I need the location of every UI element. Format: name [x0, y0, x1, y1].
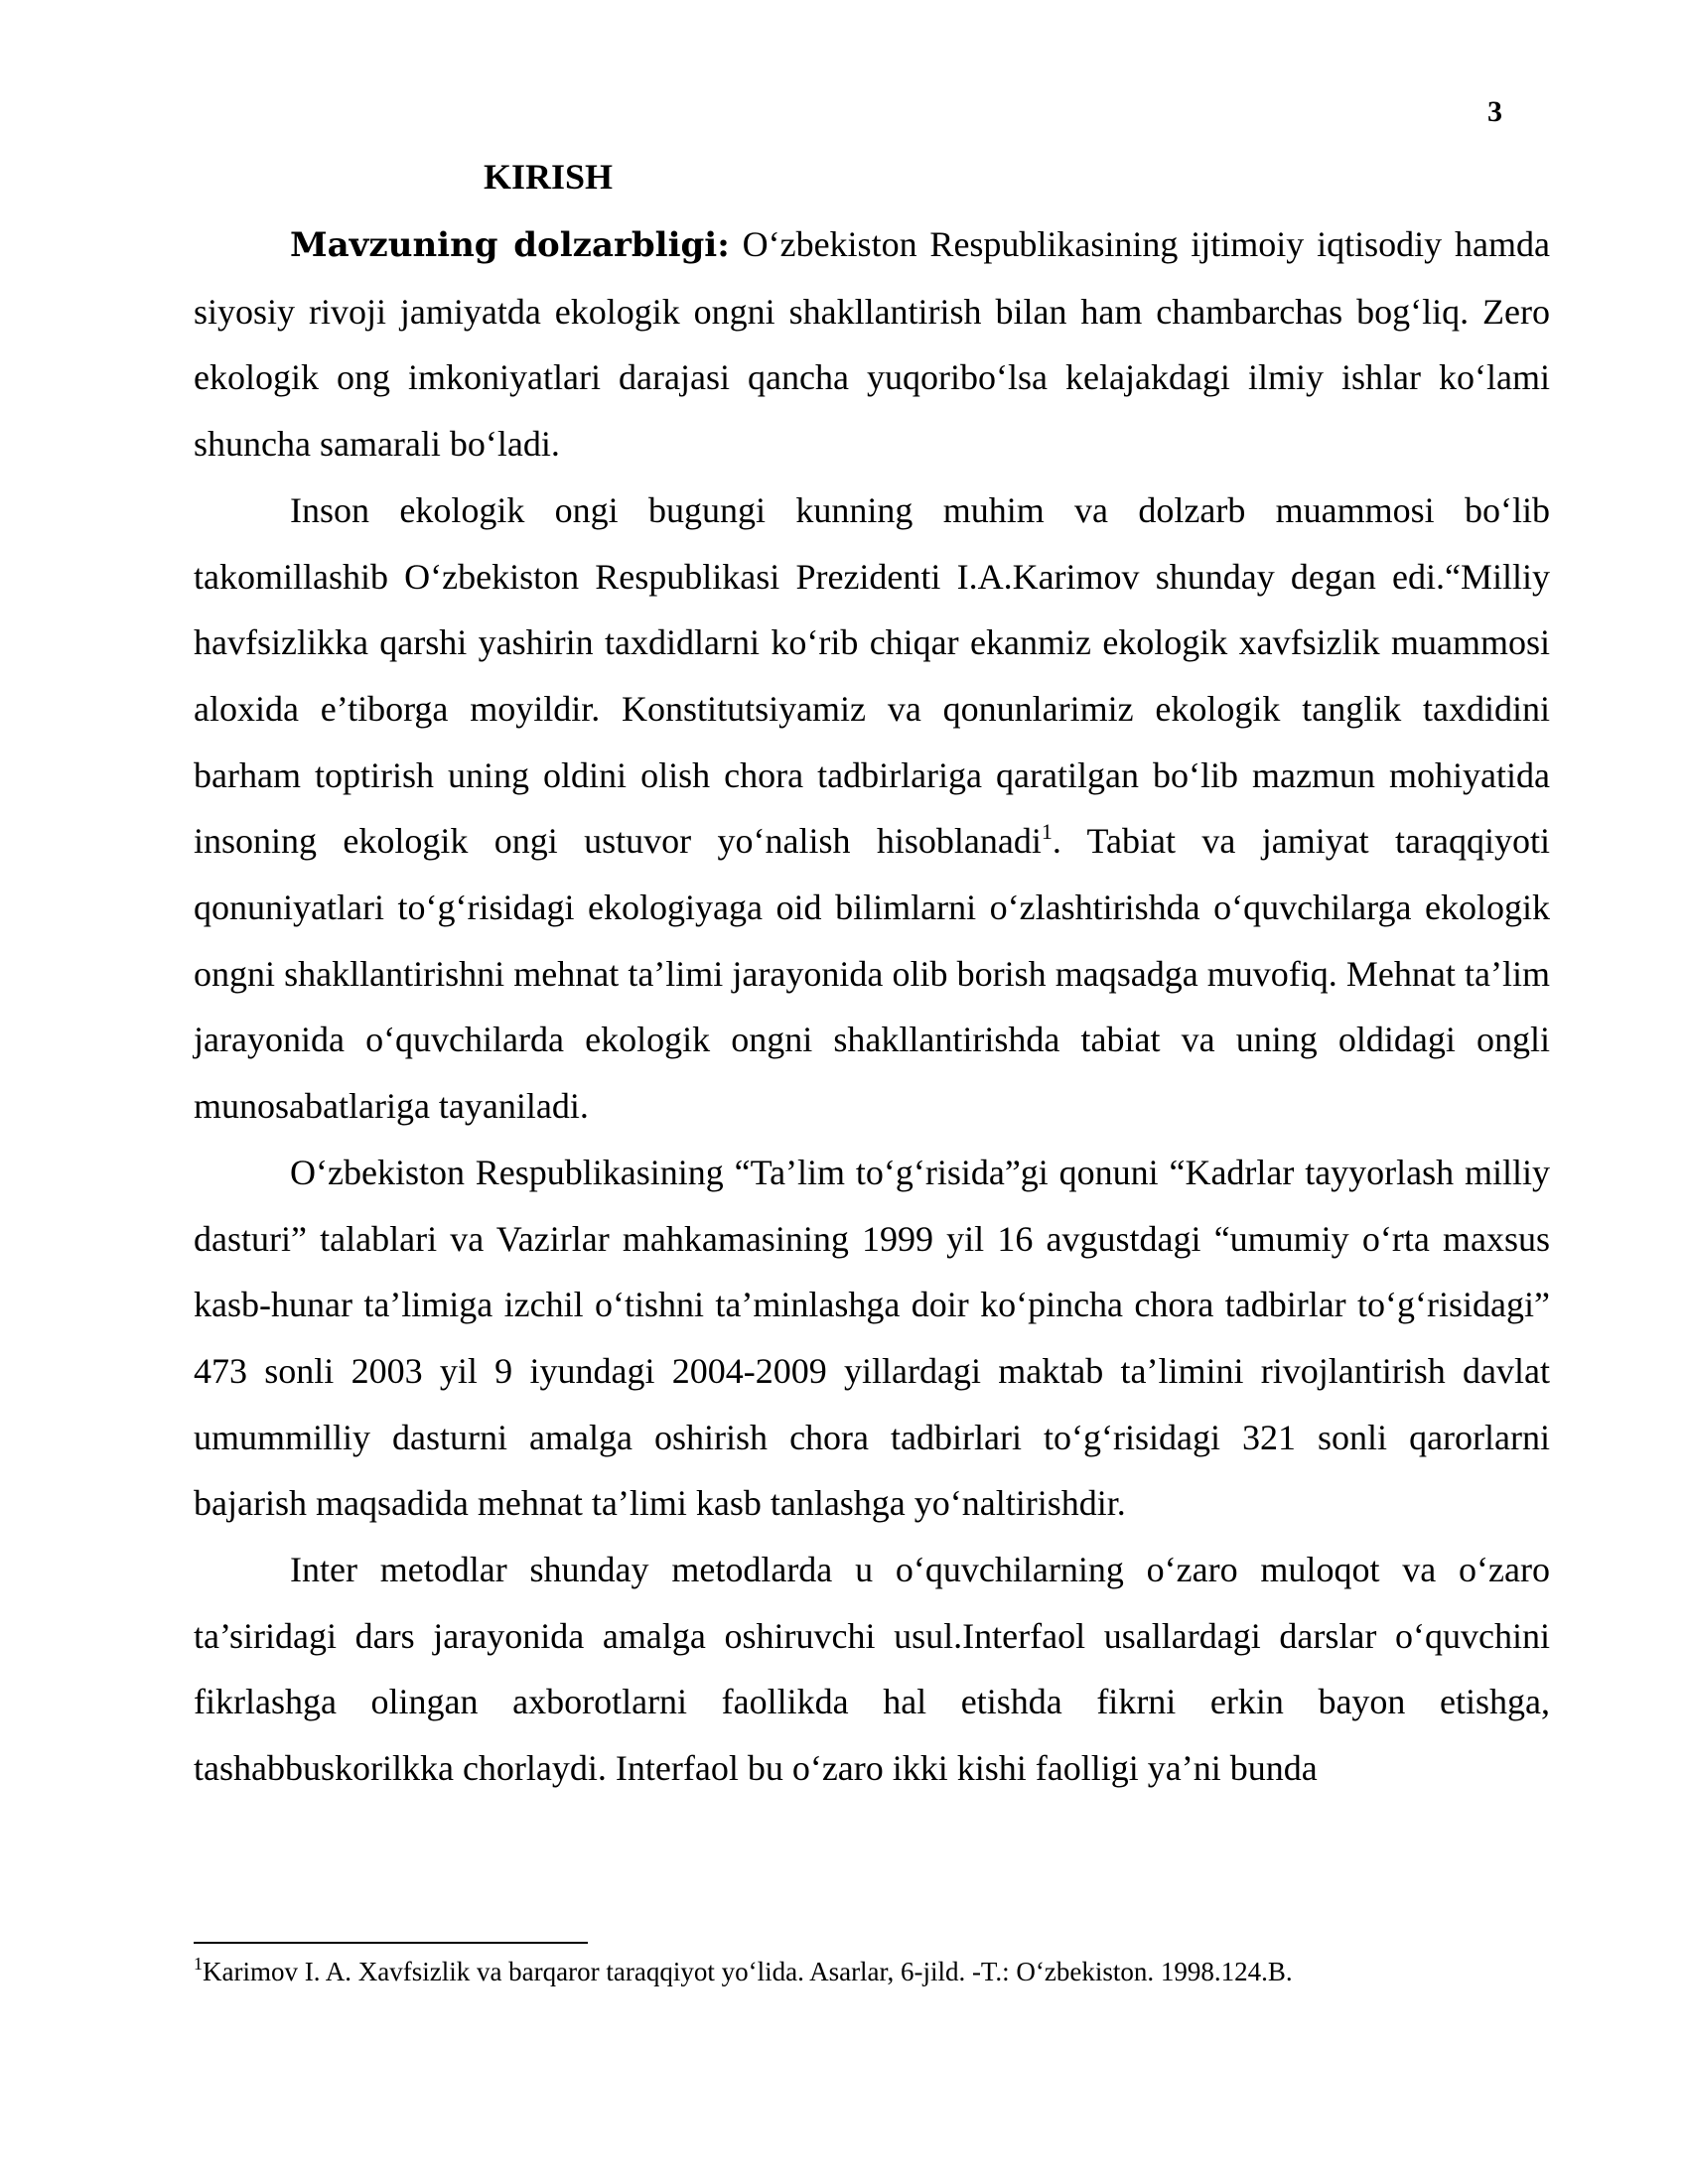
- paragraph-text: Inson ekologik ongi bugungi kunning muhim va dolzarb muammosi bo‘lib takomillashib O‘zbekiston Respublikasi Prezidenti I.A.Karimov shunday degan edi.“Milliy havfsizlikka qarshi yashirin taxdidlarni ko‘rib chiqar ekanmiz ekologik xavfsizlik muammosi aloxida e’tiborga moyildir. Konstitutsiyamiz va qonunlarimiz ekologik tanglik taxdidini barham toptirish uning oldini olish chora tadbirlariga qaratilgan bo‘lib mazmun mohiyatida insoning ekologik ongi ustuvor yo‘nalish hisoblanadi: [194, 489, 1550, 862]
- section-heading: KIRISH: [484, 157, 614, 197]
- page-number: 3: [1487, 95, 1502, 128]
- paragraph-education-law: [194, 1140, 1550, 1537]
- footnote-marker: 1: [194, 1954, 203, 1974]
- paragraph-text: O‘zbekiston Respublikasining “Ta’lim to‘g‘risida”gi qonuni “Kadrlar tayyorlash milliy dasturi” talablari va Vazirlar mahkamasining 1999 yil 16 avgustdagi “umumiy o‘rta maxsus kasb-hunar ta’limiga izchil o‘tishni ta’minlashga doir ko‘pincha chora tadbirlar to‘g‘risidagi” 473 sonli 2003 yil 9 iyundagi 2004-2009 yillardagi maktab ta’limini rivojlantirish davlat umummilliy dasturni amalga oshirish chora tadbirlari to‘g‘risidagi 321 sonli qarorlarni bajarish maqsadida mehnat ta’limi kasb tanlashga yo‘naltirishdir.: [194, 1152, 1550, 1524]
- footnote-text: Karimov I. A. Xavfsizlik va barqaror taraqqiyot yo‘lida. Asarlar, 6-jild. -T.: O‘zbekiston. 1998.124.B.: [203, 1957, 1293, 1986]
- paragraph-text: Inter metodlar shunday metodlarda u o‘quvchilarning o‘zaro muloqot va o‘zaro ta’siridagi dars jarayonida amalga oshiruvchi usul.Interfaol usallardagi darslar o‘quvchini fikrlashga olingan axborotlarni faollikda hal etishda fikrni erkin bayon etishga, tashabbuskorilkka chorlaydi. Interfaol bu o‘zaro ikki kishi faolligi ya’ni bunda: [194, 1550, 1550, 1789]
- paragraph-text: . Tabiat va jamiyat taraqqiyoti qonuniyatlari to‘g‘risidagi ekologiyaga oid bilimlarni o‘zlashtirishda o‘quvchilarga ekologik ongni shakllantirishni mehnat ta’limi jarayonida olib borish maqsadga muvofiq. Mehnat ta’lim jarayonida o‘quvchilarda ekologik ongni shakllantirishda tabiat va uning oldidagi ongli munosabatlariga tayaniladi.: [194, 821, 1551, 1127]
- paragraph-ecological-consciousness: [194, 478, 1550, 1140]
- paragraph-text: O‘zbekiston Respublikasining ijtimoiy iqtisodiy hamda siyosiy rivoji jamiyatda ekologik ongni shakllantirish bilan ham chambarchas bog‘liq. Zero ekologik ong imkoniyatlari darajasi qancha yuqoribo‘lsa kelajakdagi ilmiy ishlar ko‘lami shuncha samarali bo‘ladi.: [194, 224, 1550, 465]
- footnote-separator: [194, 1942, 588, 1944]
- body-text: [194, 211, 1550, 1802]
- footnote: [194, 1956, 1293, 1987]
- footnote-reference: 1: [1041, 819, 1053, 845]
- paragraph-lead: Mavzuning dolzarbligi:: [290, 225, 730, 265]
- paragraph-relevance: [194, 211, 1550, 478]
- paragraph-interactive-methods: [194, 1537, 1550, 1802]
